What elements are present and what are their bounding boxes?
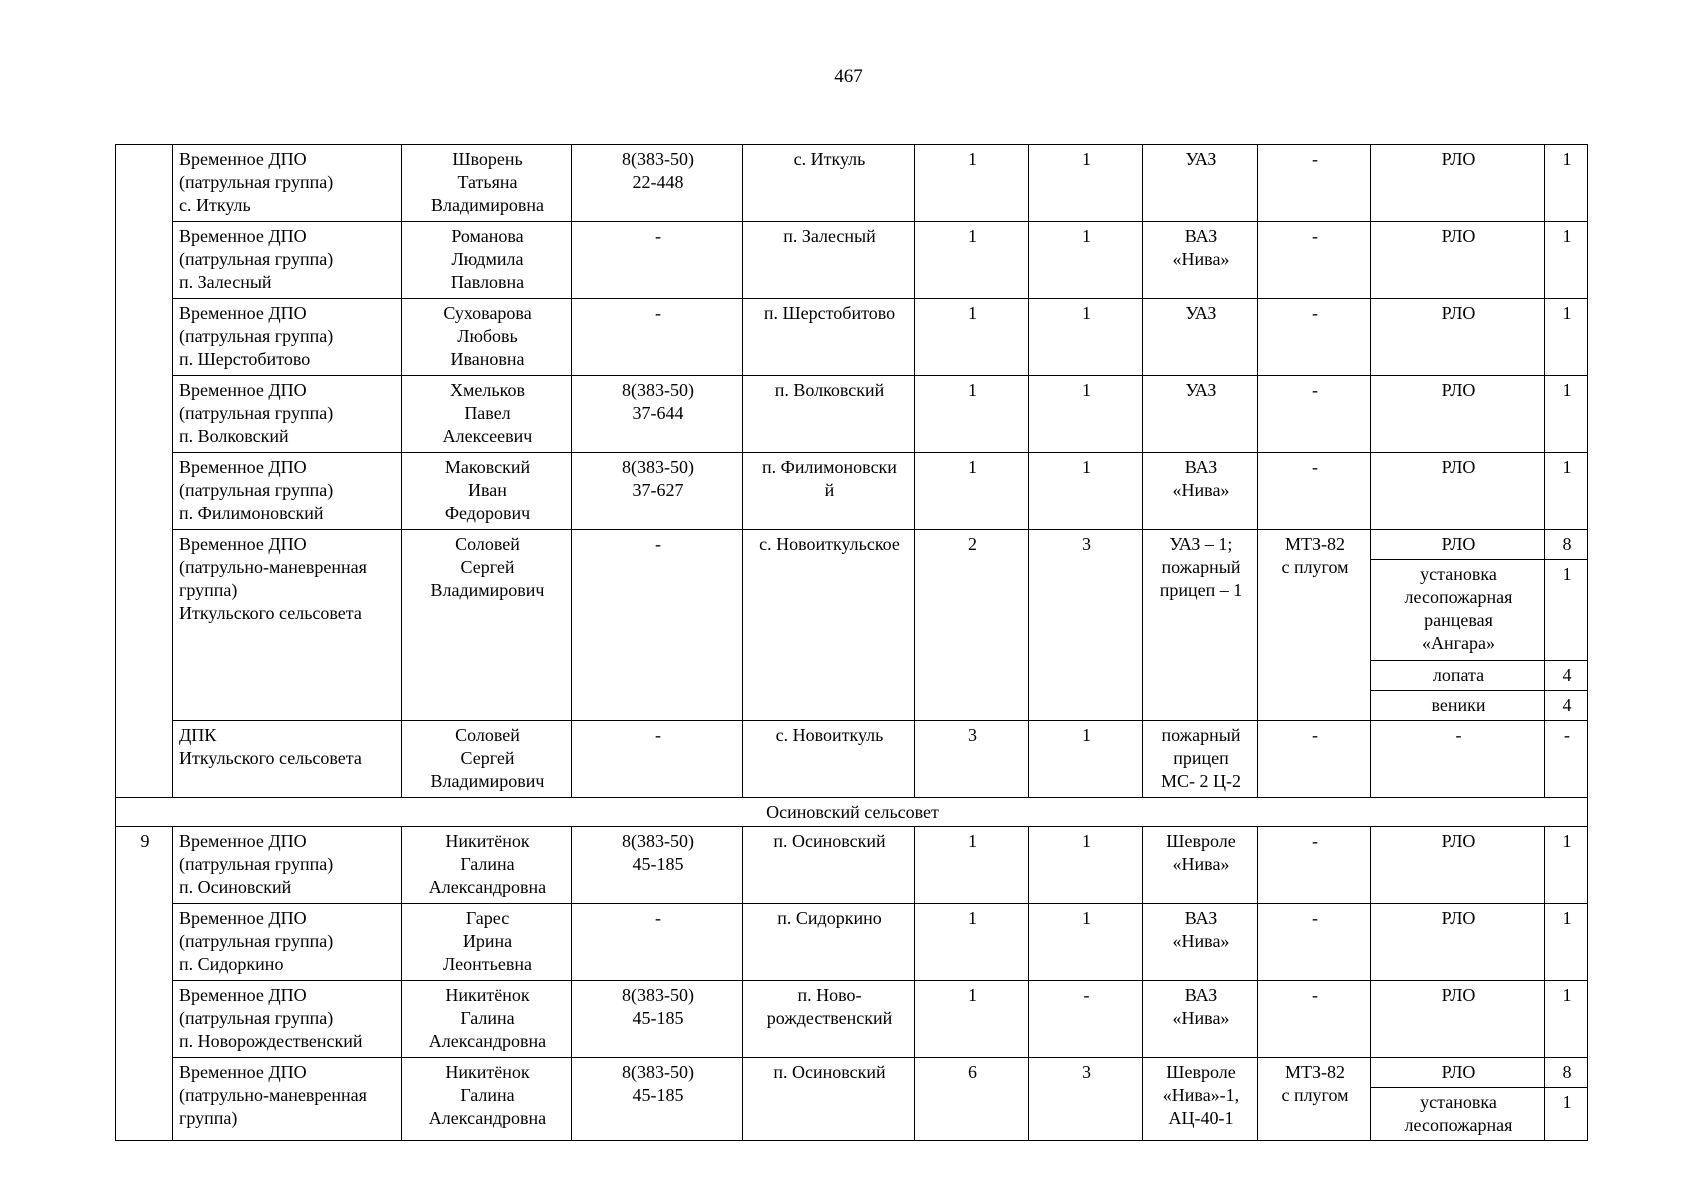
- tractor: -: [1258, 222, 1371, 299]
- unit-name: ДПК Иткульского сельсовета: [173, 721, 402, 798]
- phone: -: [572, 222, 743, 299]
- section-row: [116, 798, 1588, 827]
- tractor: МТЗ-82 с плугом: [1258, 530, 1371, 721]
- table-row: [116, 222, 1588, 299]
- vehicle: ВАЗ «Нива»: [1143, 904, 1258, 981]
- teams-count: 3: [1029, 1058, 1143, 1141]
- phone: -: [572, 299, 743, 376]
- teams-count: 1: [1029, 222, 1143, 299]
- section-title: Осиновский сельсовет: [116, 798, 1588, 827]
- people-count: 1: [915, 299, 1029, 376]
- people-count: 2: [915, 530, 1029, 721]
- location: п. Шерстобитово: [743, 299, 915, 376]
- teams-count: 1: [1029, 827, 1143, 904]
- table-row: [116, 904, 1588, 981]
- equipment-qty: -: [1545, 721, 1588, 798]
- phone: 8(383-50) 37-644: [572, 376, 743, 453]
- equipment-qty: 1: [1545, 981, 1588, 1058]
- vehicle: ВАЗ «Нива»: [1143, 222, 1258, 299]
- equipment: РЛО: [1371, 904, 1545, 981]
- tractor: МТЗ-82 с плугом: [1258, 1058, 1371, 1141]
- tractor: -: [1258, 827, 1371, 904]
- equipment: РЛО: [1371, 981, 1545, 1058]
- unit-name: Временное ДПО (патрульно-маневренная группа): [173, 1058, 402, 1141]
- teams-count: -: [1029, 981, 1143, 1058]
- location: с. Новоиткуль: [743, 721, 915, 798]
- phone: 8(383-50) 37-627: [572, 453, 743, 530]
- equipment-qty: 1: [1545, 376, 1588, 453]
- tractor: -: [1258, 904, 1371, 981]
- responsible-person: Никитёнок Галина Александровна: [402, 1058, 572, 1141]
- vehicle: ВАЗ «Нива»: [1143, 981, 1258, 1058]
- people-count: 1: [915, 222, 1029, 299]
- table-body: [116, 145, 1588, 1141]
- people-count: 1: [915, 827, 1029, 904]
- responsible-person: Соловей Сергей Владимирович: [402, 721, 572, 798]
- tractor: -: [1258, 145, 1371, 222]
- unit-name: Временное ДПО (патрульная группа) п. Волковский: [173, 376, 402, 453]
- location: п. Залесный: [743, 222, 915, 299]
- phone: -: [572, 721, 743, 798]
- unit-name: Временное ДПО (патрульная группа) п. Новорождественский: [173, 981, 402, 1058]
- people-count: 1: [915, 904, 1029, 981]
- teams-count: 1: [1029, 376, 1143, 453]
- equipment-qty: 1: [1545, 904, 1588, 981]
- equipment: -: [1371, 721, 1545, 798]
- responsible-person: Никитёнок Галина Александровна: [402, 981, 572, 1058]
- table-row: [116, 981, 1588, 1058]
- people-count: 1: [915, 376, 1029, 453]
- equipment: РЛО: [1371, 222, 1545, 299]
- location: п. Сидоркино: [743, 904, 915, 981]
- table-row: [116, 721, 1588, 798]
- equipment: РЛО: [1371, 453, 1545, 530]
- equipment-qty: 4: [1545, 661, 1588, 691]
- location: с. Новоиткульское: [743, 530, 915, 721]
- unit-name: Временное ДПО (патрульная группа) п. Сидоркино: [173, 904, 402, 981]
- phone: 8(383-50) 22-448: [572, 145, 743, 222]
- unit-name: Временное ДПО (патрульная группа) п. Шерстобитово: [173, 299, 402, 376]
- vehicle: ВАЗ «Нива»: [1143, 453, 1258, 530]
- location: с. Иткуль: [743, 145, 915, 222]
- location: п. Осиновский: [743, 827, 915, 904]
- equipment-qty: 8: [1545, 530, 1588, 560]
- responsible-person: Суховарова Любовь Ивановна: [402, 299, 572, 376]
- location: п. Филимоновски й: [743, 453, 915, 530]
- row-number: [116, 145, 173, 798]
- table-row: [116, 827, 1588, 904]
- unit-name: Временное ДПО (патрульная группа) с. Иткуль: [173, 145, 402, 222]
- location: п. Осиновский: [743, 1058, 915, 1141]
- responsible-person: Романова Людмила Павловна: [402, 222, 572, 299]
- equipment-qty: 1: [1545, 1088, 1588, 1141]
- equipment: РЛО: [1371, 1058, 1545, 1088]
- tractor: -: [1258, 981, 1371, 1058]
- vehicle: УАЗ – 1; пожарный прицеп – 1: [1143, 530, 1258, 721]
- phone: 8(383-50) 45-185: [572, 827, 743, 904]
- equipment: установка лесопожарная ранцевая «Ангара»: [1371, 560, 1545, 661]
- people-count: 1: [915, 145, 1029, 222]
- vehicle: УАЗ: [1143, 376, 1258, 453]
- equipment-qty: 1: [1545, 222, 1588, 299]
- unit-name: Временное ДПО (патрульная группа) п. Филимоновский: [173, 453, 402, 530]
- vehicle: пожарный прицеп МС- 2 Ц-2: [1143, 721, 1258, 798]
- tractor: -: [1258, 453, 1371, 530]
- equipment-qty: 1: [1545, 299, 1588, 376]
- phone: -: [572, 530, 743, 721]
- responsible-person: Соловей Сергей Владимирович: [402, 530, 572, 721]
- tractor: -: [1258, 299, 1371, 376]
- fire-units-table: [115, 144, 1588, 1141]
- equipment: РЛО: [1371, 145, 1545, 222]
- equipment-qty: 4: [1545, 691, 1588, 721]
- equipment-qty: 1: [1545, 145, 1588, 222]
- equipment-qty: 8: [1545, 1058, 1588, 1088]
- row-number: 9: [116, 827, 173, 1141]
- responsible-person: Никитёнок Галина Александровна: [402, 827, 572, 904]
- unit-name: Временное ДПО (патрульная группа) п. Осиновский: [173, 827, 402, 904]
- people-count: 6: [915, 1058, 1029, 1141]
- tractor: -: [1258, 376, 1371, 453]
- people-count: 3: [915, 721, 1029, 798]
- equipment-qty: 1: [1545, 560, 1588, 661]
- teams-count: 1: [1029, 904, 1143, 981]
- equipment: веники: [1371, 691, 1545, 721]
- responsible-person: Шворень Татьяна Владимировна: [402, 145, 572, 222]
- equipment: РЛО: [1371, 299, 1545, 376]
- table-row: [116, 453, 1588, 530]
- equipment: РЛО: [1371, 376, 1545, 453]
- page-number: 467: [834, 66, 863, 87]
- table-row: [116, 1058, 1588, 1088]
- vehicle: УАЗ: [1143, 299, 1258, 376]
- responsible-person: Гарес Ирина Леонтьевна: [402, 904, 572, 981]
- teams-count: 1: [1029, 453, 1143, 530]
- equipment: РЛО: [1371, 530, 1545, 560]
- teams-count: 3: [1029, 530, 1143, 721]
- equipment: лопата: [1371, 661, 1545, 691]
- responsible-person: Маковский Иван Федорович: [402, 453, 572, 530]
- teams-count: 1: [1029, 721, 1143, 798]
- equipment: РЛО: [1371, 827, 1545, 904]
- teams-count: 1: [1029, 299, 1143, 376]
- tractor: -: [1258, 721, 1371, 798]
- responsible-person: Хмельков Павел Алексеевич: [402, 376, 572, 453]
- vehicle: Шевроле «Нива»: [1143, 827, 1258, 904]
- table-row: [116, 299, 1588, 376]
- phone: 8(383-50) 45-185: [572, 1058, 743, 1141]
- vehicle: УАЗ: [1143, 145, 1258, 222]
- phone: 8(383-50) 45-185: [572, 981, 743, 1058]
- vehicle: Шевроле «Нива»-1, АЦ-40-1: [1143, 1058, 1258, 1141]
- equipment-qty: 1: [1545, 827, 1588, 904]
- equipment-qty: 1: [1545, 453, 1588, 530]
- teams-count: 1: [1029, 145, 1143, 222]
- people-count: 1: [915, 453, 1029, 530]
- people-count: 1: [915, 981, 1029, 1058]
- unit-name: Временное ДПО (патрульно-маневренная группа) Иткульского сельсовета: [173, 530, 402, 721]
- location: п. Ново- рождественский: [743, 981, 915, 1058]
- equipment: установка лесопожарная: [1371, 1088, 1545, 1141]
- table-row: [116, 145, 1588, 222]
- location: п. Волковский: [743, 376, 915, 453]
- table-row: [116, 376, 1588, 453]
- phone: -: [572, 904, 743, 981]
- unit-name: Временное ДПО (патрульная группа) п. Залесный: [173, 222, 402, 299]
- table-row: [116, 530, 1588, 560]
